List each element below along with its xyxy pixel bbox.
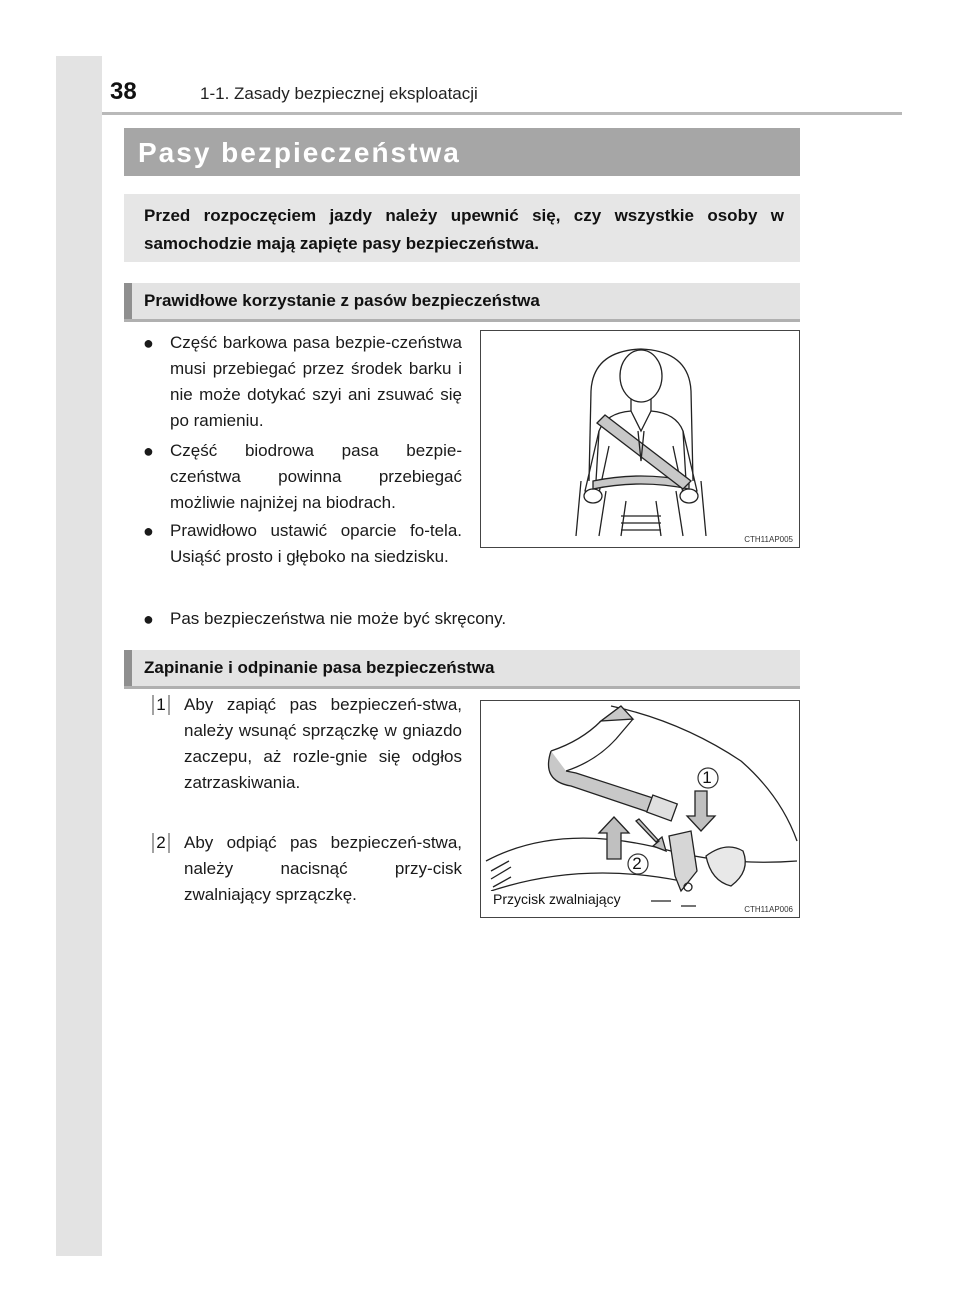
step-number-marker (151, 832, 171, 854)
figure-callout-label: Przycisk zwalniający (493, 891, 621, 907)
bullet-icon: ● (143, 609, 154, 629)
step-text: Aby odpiąć pas bezpieczeń-stwa, należy nacisnąć przy-cisk zwalniający sprzączkę. (184, 833, 462, 904)
intro-text: Przed rozpoczęciem jazdy należy upewnić się, czy wszystkie osoby w samochodzie mają zapięte pasy bezpieczeństwa. (144, 206, 784, 253)
chapter-title: 1-1. Zasady bezpiecznej eksploatacji (200, 84, 478, 103)
bullet-item: Prawidłowo ustawić oparcie fo-tela. Usiąść prosto i głęboko na siedzisku. (170, 521, 462, 566)
heading-accent (124, 650, 132, 686)
figure-code: CTH11AP006 (744, 905, 793, 914)
page-title: Pasy bezpieczeństwa (138, 137, 461, 168)
bullet-item: Część biodrowa pasa bezpie-czeństwa powinna przebiegać możliwie najniżej na biodrach. (170, 441, 462, 512)
header-rule (102, 112, 902, 115)
bullet-item: Pas bezpieczeństwa nie może być skręcony. (170, 609, 507, 628)
bullet-item: Część barkowa pasa bezpie-czeństwa musi przebiegać przez środek barku i nie może dotykać szyi ani zsuwać się po ramieniu. (170, 333, 462, 430)
step-number-marker (151, 694, 171, 716)
figure-marker-number: 2 (632, 854, 642, 873)
section-heading-fastening (124, 650, 800, 689)
figure-marker (697, 767, 717, 789)
page-side-bar (56, 56, 102, 1256)
section-heading-usage (124, 283, 800, 322)
figure-marker (627, 853, 647, 875)
step-number: 1 (156, 695, 166, 714)
section-title-bar (124, 128, 800, 176)
figure-seated-person (480, 330, 800, 548)
section-heading-label: Zapinanie i odpinanie pasa bezpieczeństwa (144, 658, 495, 677)
figure-marker-number: 1 (702, 768, 712, 787)
intro-box (124, 194, 800, 262)
page-number: 38 (110, 78, 137, 105)
section-heading-label: Prawidłowe korzystanie z pasów bezpieczeństwa (144, 291, 540, 310)
bullet-icon: ● (143, 521, 154, 541)
step-text: Aby zapiąć pas bezpieczeń-stwa, należy wsunąć sprzączkę w gniazdo zaczepu, aż rozle-gnie się odgłos zatrzaskiwania. (184, 695, 462, 792)
step-bracket-icon (151, 694, 171, 716)
figure-buckle (480, 700, 800, 918)
buckle-illustration (481, 701, 799, 917)
step-bracket-icon (151, 832, 171, 854)
figure-code: CTH11AP005 (744, 535, 793, 544)
seated-person-illustration (481, 331, 799, 547)
step-number: 2 (156, 833, 166, 852)
bullet-icon: ● (143, 333, 154, 353)
heading-accent (124, 283, 132, 319)
bullet-icon: ● (143, 441, 154, 461)
